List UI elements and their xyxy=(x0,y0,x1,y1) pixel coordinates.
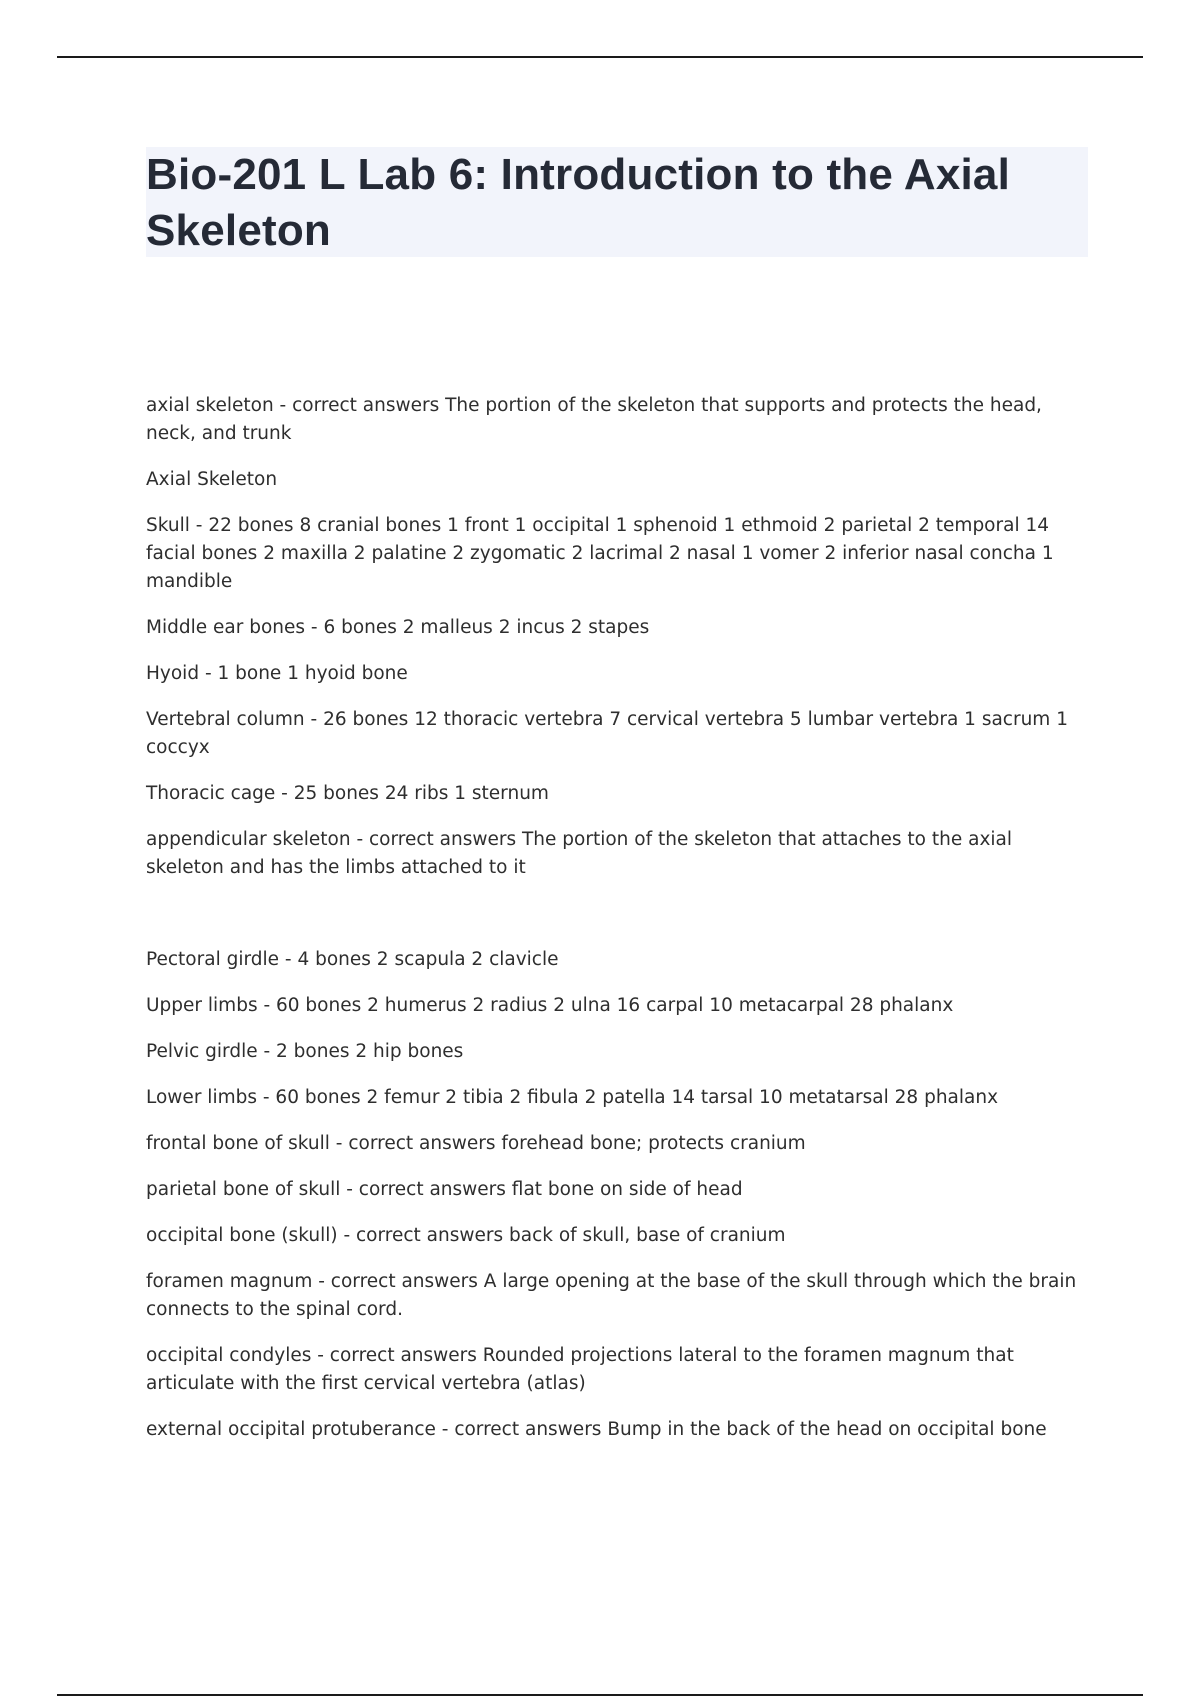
entry-parietal-bone: parietal bone of skull - correct answers flat bone on side of head xyxy=(146,1179,743,1200)
entry-axial-skeleton: axial skeleton - correct answers The portion of the skeleton that supports and protects the head, neck, and trunk xyxy=(146,395,1042,444)
entry-axial-skeleton-heading: Axial Skeleton xyxy=(146,469,278,490)
entry-occipital-bone: occipital bone (skull) - correct answers back of skull, base of cranium xyxy=(146,1225,786,1246)
entry-upper-limbs: Upper limbs - 60 bones 2 humerus 2 radius 2 ulna 16 carpal 10 metacarpal 28 phalanx xyxy=(146,995,954,1016)
flashcard-list xyxy=(146,392,1092,1462)
entry-appendicular-skeleton: appendicular skeleton - correct answers The portion of the skeleton that attaches to the axial skeleton and has the limbs attached to it xyxy=(146,829,1013,878)
entry-pectoral-girdle: Pectoral girdle - 4 bones 2 scapula 2 clavicle xyxy=(146,949,559,970)
entry-skull: Skull - 22 bones 8 cranial bones 1 front 1 occipital 1 sphenoid 1 ethmoid 2 parietal 2 temporal 14 facial bones 2 maxilla 2 palatine 2 zygomatic 2 lacrimal 2 nasal 1 vomer 2 inferior nasal concha 1 mandible xyxy=(146,515,1054,592)
entry-thoracic-cage: Thoracic cage - 25 bones 24 ribs 1 sternum xyxy=(146,783,549,804)
entry-hyoid: Hyoid - 1 bone 1 hyoid bone xyxy=(146,663,408,684)
entry-occipital-condyles: occipital condyles - correct answers Rounded projections lateral to the foramen magnum that articulate with the first cervical vertebra (atlas) xyxy=(146,1345,1014,1394)
top-divider xyxy=(57,56,1143,58)
title-banner xyxy=(146,147,1088,257)
entry-frontal-bone: frontal bone of skull - correct answers forehead bone; protects cranium xyxy=(146,1133,806,1154)
entry-vertebral-column: Vertebral column - 26 bones 12 thoracic vertebra 7 cervical vertebra 5 lumbar vertebra 1 sacrum 1 coccyx xyxy=(146,709,1068,758)
document-title: Bio-201 L Lab 6: Introduction to the Axial Skeleton xyxy=(146,150,1011,255)
entry-foramen-magnum: foramen magnum - correct answers A large opening at the base of the skull through which the brain connects to the spinal cord. xyxy=(146,1271,1077,1320)
entry-external-occipital-protuberance: external occipital protuberance - correct answers Bump in the back of the head on occipital bone xyxy=(146,1419,1047,1440)
bottom-divider xyxy=(57,1694,1143,1696)
entry-middle-ear-bones: Middle ear bones - 6 bones 2 malleus 2 incus 2 stapes xyxy=(146,617,650,638)
entry-lower-limbs: Lower limbs - 60 bones 2 femur 2 tibia 2 fibula 2 patella 14 tarsal 10 metatarsal 28 phalanx xyxy=(146,1087,999,1108)
entry-pelvic-girdle: Pelvic girdle - 2 bones 2 hip bones xyxy=(146,1041,464,1062)
